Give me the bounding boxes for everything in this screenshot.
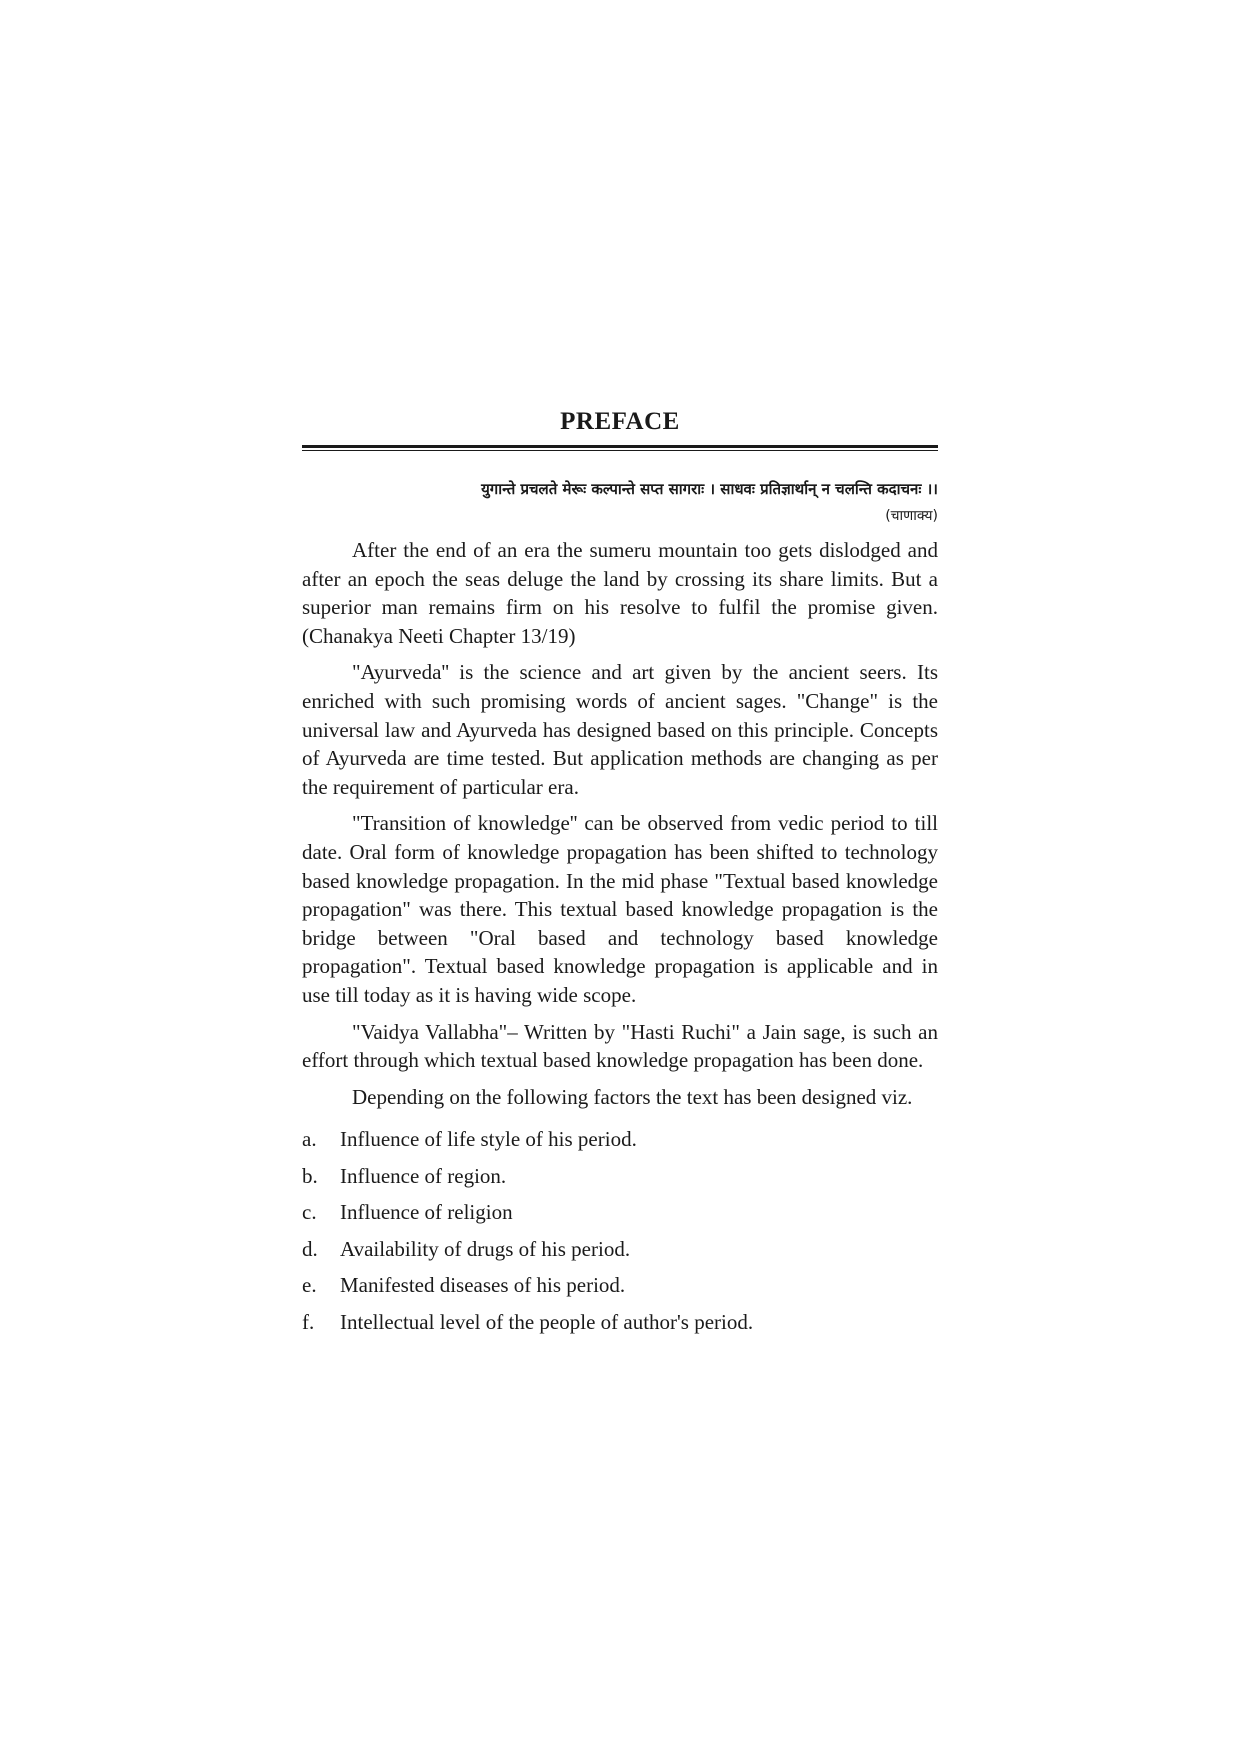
list-item xyxy=(302,1162,938,1190)
list-marker: d. xyxy=(302,1236,318,1261)
paragraph-1: After the end of an era the sumeru mountain too gets dislodged and after an epoch the seas deluge the land by crossing its share limits. But a superior man remains firm on his resolve to fulfil the promise given. (Chanakya Neeti Chapter 13/19) xyxy=(302,538,938,648)
page-content xyxy=(302,405,938,1344)
verse-attribution: (चाणाक्य) xyxy=(885,508,938,524)
list-marker: b. xyxy=(302,1163,318,1188)
list-item-text: Availability of drugs of his period. xyxy=(340,1236,631,1261)
title-rule-thin xyxy=(302,450,938,451)
list-item-text: Influence of region. xyxy=(340,1163,507,1188)
list-item-text: Influence of religion xyxy=(340,1200,513,1225)
list-item-text: Intellectual level of the people of author's period. xyxy=(340,1309,754,1334)
list-item xyxy=(302,1235,938,1263)
factors-list xyxy=(302,1125,938,1336)
list-marker: e. xyxy=(302,1273,317,1298)
list-item xyxy=(302,1271,938,1299)
list-item-text: Influence of life style of his period. xyxy=(340,1127,637,1152)
paragraph-3: "Transition of knowledge'' can be observed from vedic period to till date. Oral form of knowledge propagation has been shifted to technology based knowledge propagation. In the mid phase "Textual based knowledge propagation" was there. This textual based knowledge propagation is the bridge between "Oral based and technology based knowledge propagation". Textual based knowledge propagation is applicable and in use till today as it is having wide scope. xyxy=(302,811,938,1007)
list-item xyxy=(302,1308,938,1336)
list-item xyxy=(302,1198,938,1226)
paragraph-5: Depending on the following factors the text has been designed viz. xyxy=(352,1084,913,1109)
list-item xyxy=(302,1125,938,1153)
title-rule-thick xyxy=(302,445,938,448)
page-title: PREFACE xyxy=(560,408,680,435)
sanskrit-verse: युगान्ते प्रचलते मेरूः कल्पान्ते सप्त सागराः । साधवः प्रतिज्ञार्थान् न चलन्ति कदाचनः ।। xyxy=(481,480,938,498)
list-marker: f. xyxy=(302,1309,315,1334)
paragraph-2: "Ayurveda'' is the science and art given by the ancient seers. Its enriched with such promising words of ancient sages. "Change" is the universal law and Ayurveda has designed based on this principle. Concepts of Ayurveda are time tested. But application methods are changing as per the requirement of particular era. xyxy=(302,660,938,799)
list-marker: c. xyxy=(302,1200,317,1225)
list-item-text: Manifested diseases of his period. xyxy=(340,1273,626,1298)
list-marker: a. xyxy=(302,1127,317,1152)
paragraph-4: "Vaidya Vallabha"– Written by "Hasti Ruchi" a Jain sage, is such an effort through which textual based knowledge propagation has been done. xyxy=(302,1019,938,1073)
